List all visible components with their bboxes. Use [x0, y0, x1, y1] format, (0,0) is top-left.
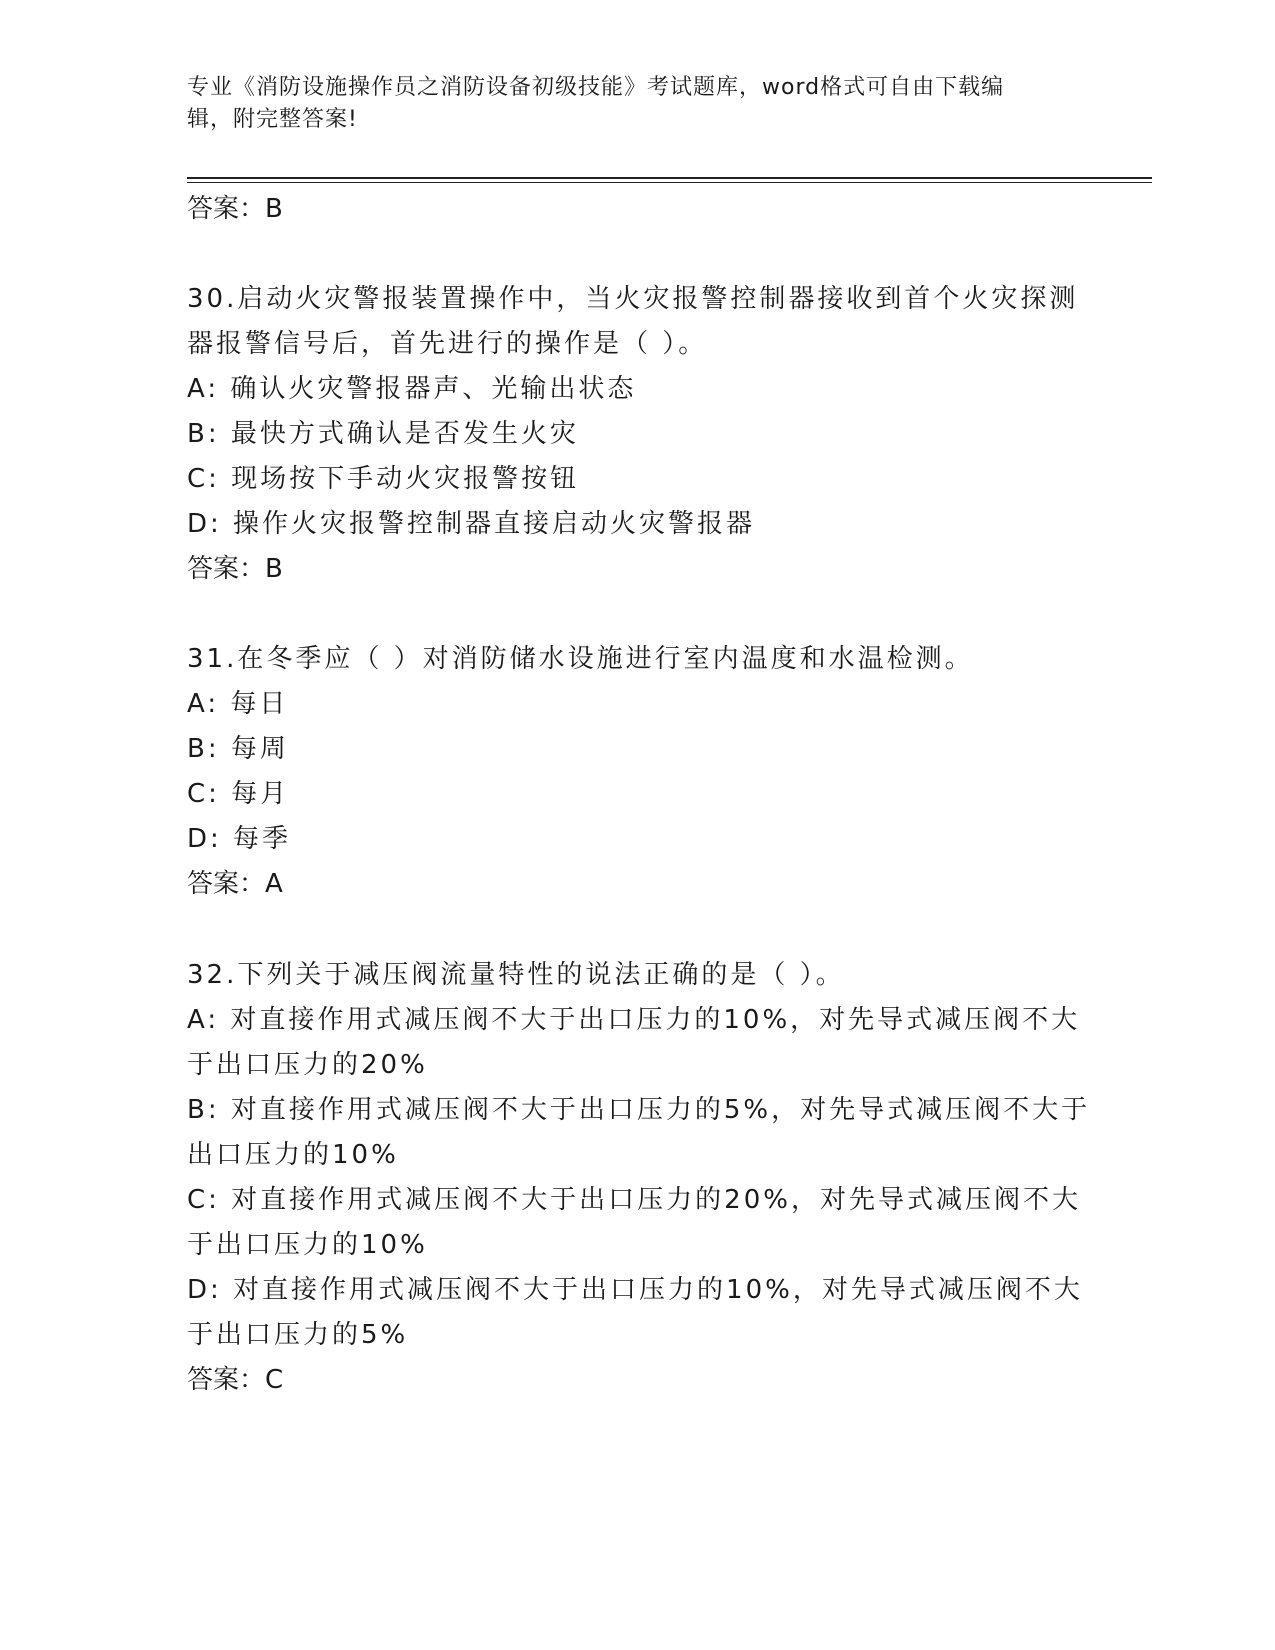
question-31-text: 31.在冬季应（ ）对消防储水设施进行室内温度和水温检测。	[187, 644, 974, 674]
question-30-option-a: A: 确认火灾警报器声、光输出状态	[187, 374, 637, 404]
header-divider-thin	[187, 182, 1152, 183]
question-32-option-c-2: 于出口压力的10%	[187, 1230, 428, 1260]
question-30-option-c: C: 现场按下手动火灾报警按钮	[187, 464, 580, 494]
question-32-option-d-1: D: 对直接作用式减压阀不大于出口压力的10%，对先导式减压阀不大	[187, 1275, 1083, 1305]
question-31	[187, 637, 1087, 862]
question-31-option-b: B: 每周	[187, 734, 289, 764]
header-line-2: 辑，附完整答案!	[187, 107, 358, 132]
header-line-1: 专业《消防设施操作员之消防设备初级技能》考试题库，word格式可自由下载编	[187, 75, 1005, 100]
question-32-option-a-2: 于出口压力的20%	[187, 1050, 428, 1080]
question-30-option-d: D: 操作火灾报警控制器直接启动火灾警报器	[187, 509, 756, 539]
question-31-option-d: D: 每季	[187, 824, 292, 854]
question-31-option-c: C: 每月	[187, 779, 290, 809]
question-32-option-b-1: B: 对直接作用式减压阀不大于出口压力的5%，对先导式减压阀不大于	[187, 1095, 1091, 1125]
question-31-answer: 答案：A	[187, 869, 283, 899]
document-header	[187, 72, 1067, 136]
question-32	[187, 953, 1091, 1358]
header-divider-thick	[187, 177, 1152, 179]
question-32-option-d-2: 于出口压力的5%	[187, 1320, 409, 1350]
question-32-text: 32.下列关于减压阀流量特性的说法正确的是（ ）。	[187, 960, 845, 990]
question-31-option-a: A: 每日	[187, 689, 289, 719]
question-30-answer: 答案：B	[187, 554, 283, 584]
question-32-option-a-1: A: 对直接作用式减压阀不大于出口压力的10%，对先导式减压阀不大	[187, 1005, 1081, 1035]
question-30	[187, 277, 1087, 547]
answer-prev: 答案：B	[187, 194, 283, 224]
question-32-option-b-2: 出口压力的10%	[187, 1140, 399, 1170]
question-30-text-1: 30.启动火灾警报装置操作中，当火灾报警控制器接收到首个火灾探测	[187, 284, 1079, 314]
question-30-text-2: 器报警信号后，首先进行的操作是（ ）。	[187, 329, 708, 359]
question-30-option-b: B: 最快方式确认是否发生火灾	[187, 419, 579, 449]
question-32-option-c-1: C: 对直接作用式减压阀不大于出口压力的20%，对先导式减压阀不大	[187, 1185, 1081, 1215]
question-32-answer: 答案：C	[187, 1365, 284, 1395]
